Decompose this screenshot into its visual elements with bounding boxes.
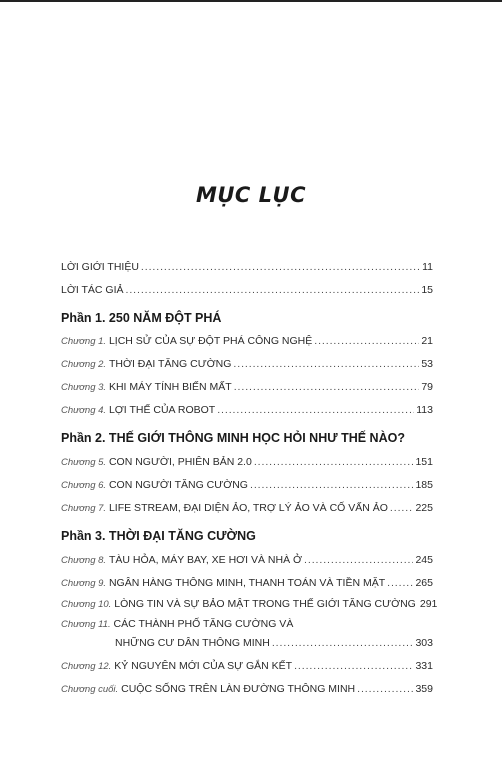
entry-title: KỶ NGUYÊN MỚI CỦA SỰ GẮN KẾT	[114, 660, 293, 672]
chapter-label: Chương 10.	[61, 599, 112, 610]
leader-dots	[390, 502, 414, 515]
entry-title: LỊCH SỬ CỦA SỰ ĐỘT PHÁ CÔNG NGHỆ	[108, 335, 313, 347]
toc-entry-chapter[interactable]	[61, 479, 433, 492]
toc-entry-chapter[interactable]	[61, 502, 433, 515]
leader-dots	[314, 335, 419, 348]
chapter-label: Chương 7.	[61, 503, 107, 514]
toc-entry-intro[interactable]	[61, 261, 433, 274]
entry-title: LÒNG TIN VÀ SỰ BẢO MẬT TRONG THẾ GIỚI TĂNG CƯỜNG	[114, 598, 416, 610]
entry-title: LỜI TÁC GIẢ	[61, 284, 124, 296]
leader-dots	[250, 479, 413, 492]
chapter-label: Chương 6.	[61, 480, 107, 491]
chapter-label: Chương 9.	[61, 578, 107, 589]
chapter-label: Chương 4.	[61, 405, 107, 416]
part-heading: Phần 2. THẾ GIỚI THÔNG MINH HỌC HỎI NHƯ THẾ NÀO?	[61, 431, 405, 445]
toc-entry-chapter[interactable]	[61, 335, 433, 348]
page-number: 79	[421, 381, 433, 393]
page-number: 11	[422, 261, 433, 273]
toc-entry-chapter[interactable]	[61, 660, 433, 673]
toc-entry-chapter[interactable]	[61, 598, 438, 611]
chapter-label: Chương 5.	[61, 457, 107, 468]
toc-entry-chapter[interactable]	[61, 554, 433, 567]
entry-title: KHI MÁY TÍNH BIẾN MẤT	[108, 381, 232, 393]
toc-entry-chapter[interactable]	[61, 358, 433, 371]
page-number: 15	[421, 284, 433, 296]
chapter-label: Chương 12.	[61, 661, 112, 672]
toc-entry-chapter[interactable]	[61, 404, 433, 417]
entry-title-continued: NHỮNG CƯ DÂN THÔNG MINH	[115, 637, 270, 649]
chapter-label: Chương 1.	[61, 336, 107, 347]
entry-title: TÀU HỎA, MÁY BAY, XE HƠI VÀ NHÀ Ở	[108, 554, 303, 566]
leader-dots	[387, 577, 413, 590]
leader-dots	[294, 660, 413, 673]
leader-dots	[233, 358, 419, 371]
leader-dots	[272, 637, 414, 650]
entry-title: NGÂN HÀNG THÔNG MINH, THANH TOÁN VÀ TIỀN MẶT	[108, 577, 386, 589]
page-number: 21	[421, 335, 433, 347]
part-heading: Phần 3. THỜI ĐẠI TĂNG CƯỜNG	[61, 529, 256, 543]
entry-title: CUỘC SỐNG TRÊN LÀN ĐƯỜNG THÔNG MINH	[121, 683, 356, 695]
leader-dots	[254, 456, 414, 469]
toc-entry-chapter[interactable]	[61, 577, 433, 590]
page-number: 265	[415, 577, 433, 589]
entry-title: LỢI THẾ CỦA ROBOT	[108, 404, 216, 416]
toc-entry-chapter[interactable]	[61, 683, 433, 696]
toc-entry-chapter[interactable]	[61, 381, 433, 394]
page-number: 225	[415, 502, 433, 514]
chapter-label: Chương cuối.	[61, 684, 119, 695]
page-number: 113	[416, 404, 433, 416]
toc-entry-chapter[interactable]	[61, 618, 433, 631]
leader-dots	[234, 381, 420, 394]
page-number: 303	[415, 637, 433, 649]
top-border	[0, 0, 502, 2]
toc-entry-chapter-continued[interactable]	[115, 637, 433, 650]
chapter-label: Chương 11.	[61, 619, 111, 630]
leader-dots	[141, 261, 420, 274]
entry-title: LỜI GIỚI THIỆU	[61, 261, 139, 273]
toc-entry-author[interactable]	[61, 284, 433, 297]
entry-title: THỜI ĐẠI TĂNG CƯỜNG	[108, 358, 232, 370]
leader-dots	[357, 683, 413, 696]
chapter-label: Chương 2.	[61, 359, 107, 370]
chapter-label: Chương 3.	[61, 382, 107, 393]
page-number: 331	[415, 660, 433, 672]
leader-dots	[217, 404, 414, 417]
page-number: 185	[415, 479, 433, 491]
entry-title: LIFE STREAM, ĐẠI DIỆN ẢO, TRỢ LÝ ẢO VÀ CỐ VẤN ẢO	[108, 502, 388, 514]
entry-title: CÁC THÀNH PHỐ TĂNG CƯỜNG VÀ	[113, 618, 294, 630]
page-number: 291	[419, 598, 438, 610]
leader-dots	[304, 554, 413, 567]
entry-title: CON NGƯỜI TĂNG CƯỜNG	[108, 479, 248, 491]
page-number: 53	[421, 358, 433, 370]
leader-dots	[126, 284, 420, 297]
page-number: 359	[415, 683, 433, 695]
page-title: MỤC LỤC	[195, 183, 307, 207]
page-number: 245	[415, 554, 433, 566]
toc-entry-chapter[interactable]	[61, 456, 433, 469]
entry-title: CON NGƯỜI, PHIÊN BẢN 2.0	[108, 456, 252, 468]
chapter-label: Chương 8.	[61, 555, 107, 566]
page-number: 151	[415, 456, 433, 468]
part-heading: Phần 1. 250 NĂM ĐỘT PHÁ	[61, 311, 222, 325]
